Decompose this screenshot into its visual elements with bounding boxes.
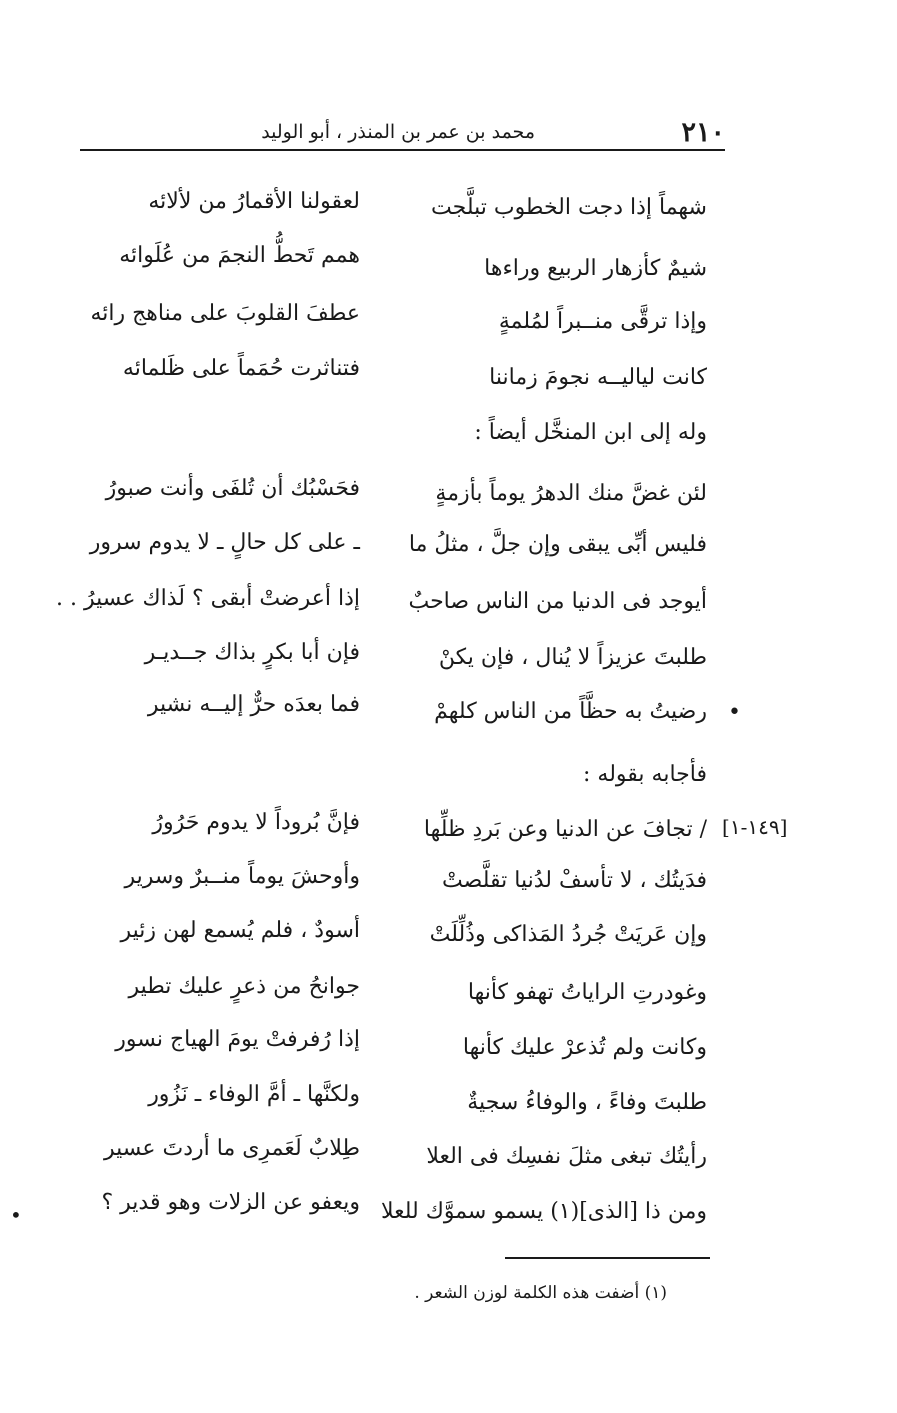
verse-7-second-half: إذا أعرضتْ أبقى ؟ لَذاك عسيرُ . .: [55, 586, 360, 611]
verse-9-second-half: فما بعدَه حرٌّ إليــه نشير: [147, 692, 360, 717]
page-header: [80, 113, 725, 153]
section-heading-1: وله إلى ابن المنخَّل أيضاً :: [474, 420, 707, 445]
verse-11-first-half: فدَيتُك ، لا تأسفْ لدُنيا تقلَّصتْ: [442, 868, 707, 893]
footnote-rule: [505, 1257, 710, 1259]
verse-2-second-half: همم تَحطُّ النجمَ من عُلَوائه: [119, 243, 360, 268]
page-number: ٢١٠: [681, 117, 725, 148]
verse-3-second-half: عطفَ القلوبَ على مناهج رائه: [90, 301, 360, 326]
verse-12-first-half: وإن عَريَتْ جُردُ المَذاكى وذُلِّلَتْ: [429, 922, 707, 947]
verse-17-first-half: ومن ذا [الذى](١) يسمو سموَّك للعلا: [381, 1199, 707, 1224]
verse-12-second-half: أسودٌ ، فلم يُسمع لهن زئير: [120, 918, 360, 943]
verse-14-second-half: إذا رُفرفتْ يومَ الهياج نسور: [115, 1027, 360, 1052]
verse-10-second-half: فإنَّ بُروداً لا يدوم حَرُورُ: [152, 810, 360, 835]
verse-15-second-half: ولكنَّها ـ أمَّ الوفاء ـ نَزُور: [148, 1082, 360, 1107]
bullet-mark: •: [728, 700, 741, 725]
verse-16-second-half: طِلابٌ لَعَمرِى ما أردتَ عسير: [104, 1136, 360, 1161]
verse-10-first-half: / تجافَ عن الدنيا وعن بَردِ ظلِّها: [423, 817, 707, 842]
verse-1-first-half: شهماً إذا دجت الخطوب تبلَّجت: [431, 195, 707, 220]
verse-11-second-half: وأوحشَ يوماً منــبرٌ وسرير: [124, 864, 360, 889]
verse-9-first-half: رضيتُ به حظَّاً من الناس كلهمْ: [434, 699, 707, 724]
header-rule: [80, 149, 725, 151]
verse-13-second-half: جوانحُ من ذعرٍ عليك تطير: [128, 974, 360, 999]
stray-dot: •: [10, 1203, 22, 1227]
verse-1-second-half: لعقولنا الأقمارُ من لألائه: [148, 189, 360, 214]
verse-2-first-half: شيمٌ كأزهار الربيع وراءها: [484, 256, 707, 281]
verse-8-second-half: فإن أبا بكرٍ بذاك جــديـر: [144, 640, 360, 665]
verse-3-first-half: وإذا ترقَّى منــبراً لمُلمةٍ: [498, 309, 707, 334]
verse-13-first-half: وغودرتِ الراياتُ تهفو كأنها: [467, 980, 707, 1005]
verse-4-first-half: كانت لياليــه نجومَ زماننا: [489, 365, 707, 390]
verse-4-second-half: فتناثرت حُمَماً على ظَلمائه: [122, 356, 360, 381]
verse-15-first-half: طلبتَ وفاءً ، والوفاءُ سجيةٌ: [467, 1090, 707, 1115]
manuscript-folio-marker: [١٤٩-١]: [722, 815, 788, 839]
running-title: محمد بن عمر بن المنذر ، أبو الوليد: [261, 121, 535, 143]
verse-14-first-half: وكانت ولم تُذعرْ عليك كأنها: [462, 1035, 707, 1060]
verse-16-first-half: رأيتُك تبغى مثلَ نفسِك فى العلا: [426, 1144, 707, 1169]
footnote: (١) أضفت هذه الكلمة لوزن الشعر .: [414, 1283, 667, 1303]
verse-6-first-half: فليس أبِّى يبقى وإن جلَّ ، مثلُ ما: [408, 532, 707, 557]
verse-5-first-half: لئن غضَّ منك الدهرُ يوماً بأزمةٍ: [435, 481, 707, 506]
verse-5-second-half: فحَسْبُك أن تُلفَى وأنت صبورُ: [105, 476, 360, 501]
verse-17-second-half: ويعفو عن الزلات وهو قدير ؟: [101, 1190, 360, 1215]
verse-8-first-half: طلبتَ عزيزاً لا يُنال ، فإن يكنْ: [438, 645, 707, 670]
verse-6-second-half: ـ على كل حالٍ ـ لا يدوم سرور: [89, 530, 360, 555]
verse-7-first-half: أيوجد فى الدنيا من الناس صاحبٌ: [408, 589, 707, 614]
section-heading-2: فأجابه بقوله :: [583, 762, 707, 787]
